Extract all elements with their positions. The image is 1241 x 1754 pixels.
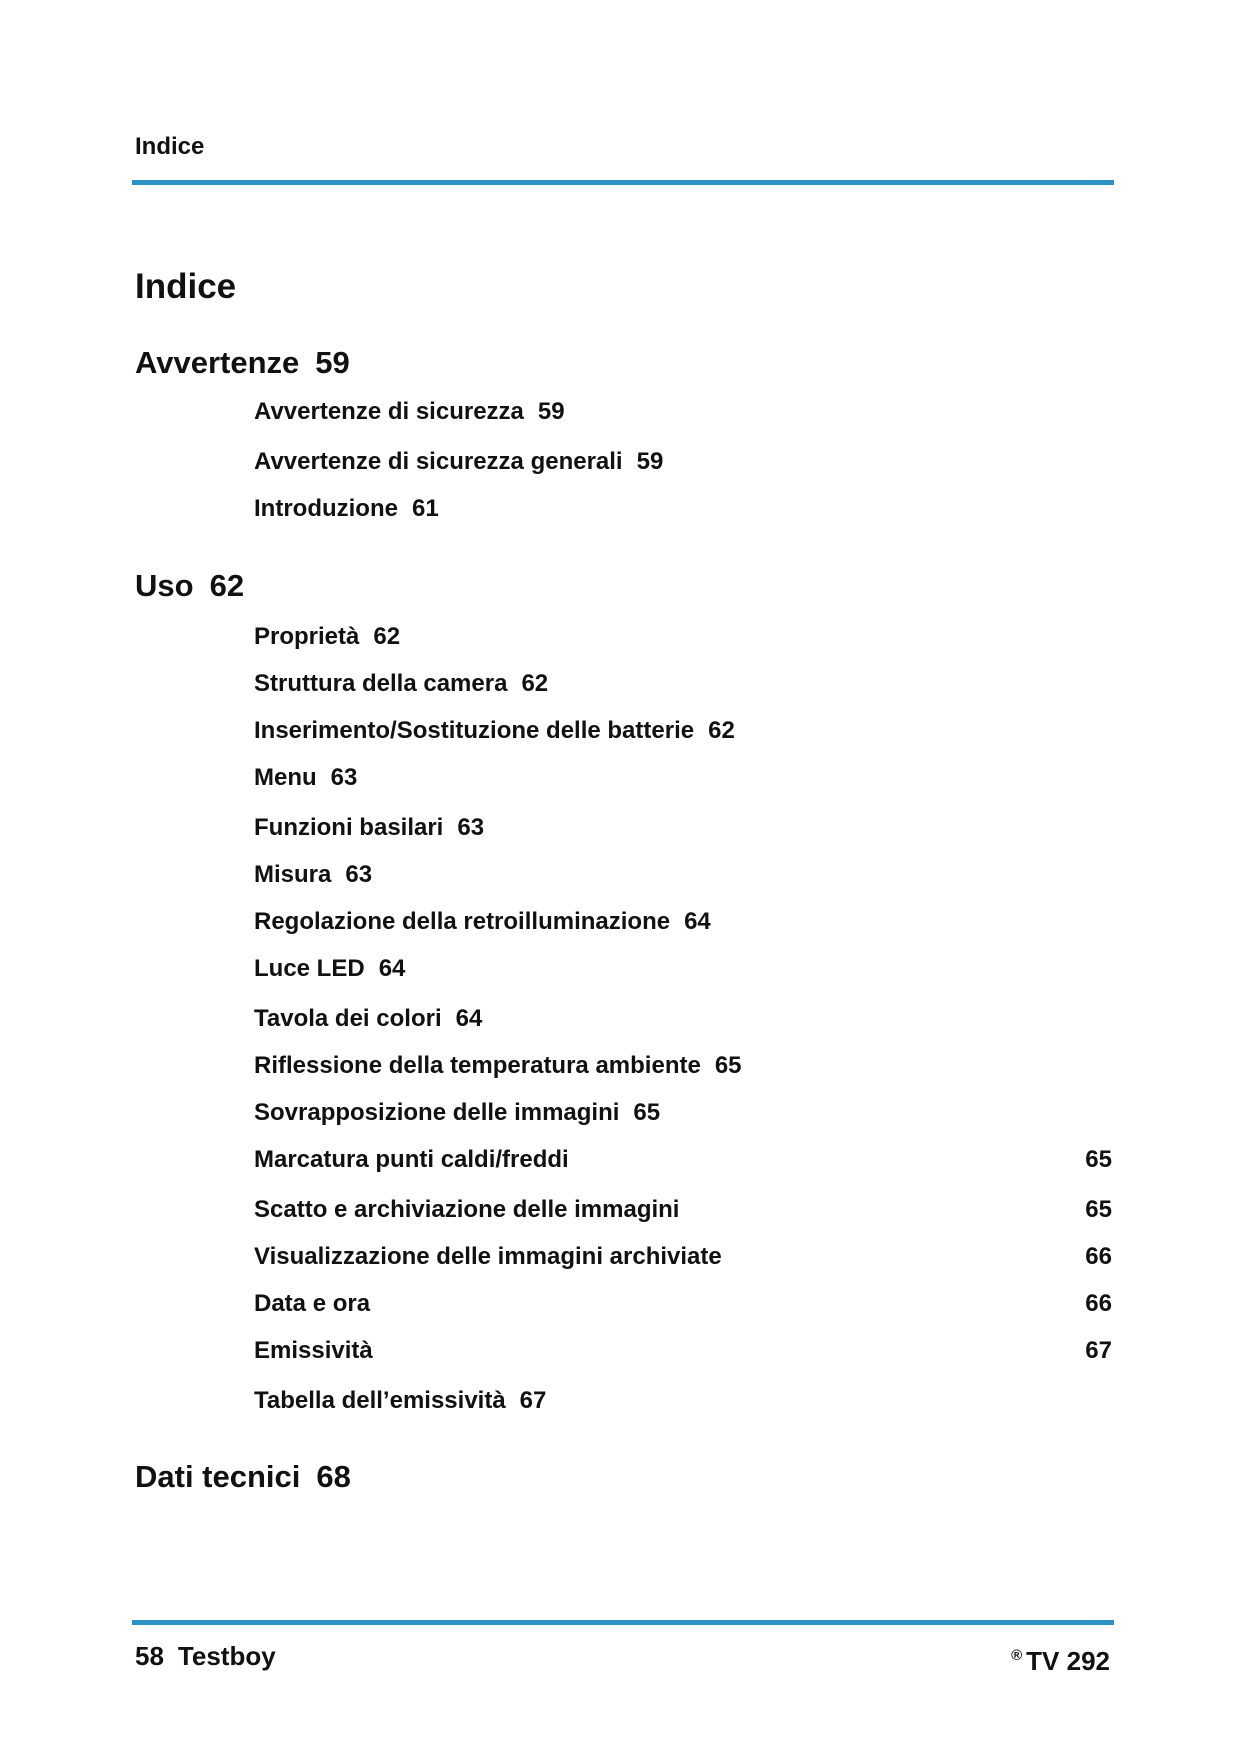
toc-section-title: Dati tecnici (135, 1459, 301, 1494)
toc-section-page: 68 (316, 1459, 351, 1494)
registered-mark: ® (1011, 1647, 1023, 1664)
toc-entry[interactable] (254, 1004, 482, 1034)
toc-entry-text: Avvertenze di sicurezza (254, 398, 524, 425)
toc-entry[interactable] (254, 494, 439, 524)
toc-section-title: Uso (135, 568, 194, 603)
toc-entry-page: 64 (455, 1005, 483, 1032)
toc-entry-text: Sovrapposizione delle immagini (254, 1099, 620, 1126)
toc-entry-page: 65 (1085, 1196, 1112, 1223)
toc-entry[interactable] (254, 669, 548, 699)
toc-entry[interactable] (254, 907, 711, 937)
toc-section-avvertenze[interactable] (135, 344, 350, 382)
toc-entry-text: Emissività (254, 1337, 373, 1364)
toc-entry-text: Regolazione della retroilluminazione (254, 908, 671, 935)
footer-product: TV 292 (1026, 1646, 1110, 1676)
toc-entry[interactable] (254, 1098, 660, 1128)
toc-entry-text: Tavola dei colori (254, 1005, 442, 1032)
toc-entry-page: 64 (378, 955, 406, 982)
toc-section-page: 62 (209, 568, 245, 603)
toc-entry-text: Introduzione (254, 495, 398, 522)
toc-entry-page: 65 (1085, 1146, 1112, 1173)
toc-section-dati-tecnici[interactable] (135, 1458, 351, 1496)
toc-entry-text: Marcatura punti caldi/freddi (254, 1146, 569, 1173)
toc-section-title: Avvertenze (135, 345, 300, 380)
toc-entry[interactable] (254, 1051, 742, 1081)
toc-entry[interactable] (254, 1289, 1112, 1319)
toc-entry-text: Funzioni basilari (254, 814, 444, 841)
toc-entry[interactable] (254, 860, 372, 890)
toc-entry[interactable] (254, 622, 400, 652)
toc-entry[interactable] (254, 1145, 1112, 1175)
toc-entry[interactable] (254, 1195, 1112, 1225)
toc-entry-page: 62 (708, 717, 735, 744)
toc-entry-page: 59 (636, 448, 664, 475)
footer-right (1011, 1640, 1110, 1677)
toc-entry-text: Struttura della camera (254, 670, 508, 697)
toc-entry-text: Misura (254, 861, 332, 888)
toc-entry[interactable] (254, 954, 405, 984)
toc-entry-page: 66 (1085, 1290, 1112, 1317)
running-header: Indice (135, 133, 205, 160)
footer-left (135, 1640, 276, 1672)
toc-entry-text: Menu (254, 764, 317, 791)
toc-entry-text: Visualizzazione delle immagini archiviate (254, 1243, 722, 1270)
page-title: Indice (135, 267, 237, 306)
header-divider (132, 180, 1114, 185)
toc-entry-text: Avvertenze di sicurezza generali (254, 448, 623, 475)
toc-entry[interactable] (254, 397, 565, 427)
toc-entry-page: 59 (537, 398, 565, 425)
toc-entry[interactable] (254, 763, 357, 793)
footer-brand: Testboy (177, 1641, 276, 1671)
toc-entry-page: 67 (519, 1387, 547, 1414)
toc-entry[interactable] (254, 1336, 1112, 1366)
toc-entry-text: Proprietà (254, 623, 360, 650)
toc-entry-text: Tabella dell’emissività (254, 1387, 506, 1414)
toc-entry-page: 63 (330, 764, 358, 791)
toc-entry-page: 62 (373, 623, 401, 650)
toc-entry-page: 65 (714, 1052, 742, 1079)
toc-entry-page: 62 (521, 670, 549, 697)
toc-entry-text: Riflessione della temperatura ambiente (254, 1052, 701, 1079)
footer-page-number: 58 (135, 1641, 164, 1671)
toc-entry-text: Inserimento/Sostituzione delle batterie (254, 717, 695, 744)
footer-divider (132, 1620, 1114, 1625)
toc-entry-page: 66 (1085, 1243, 1112, 1270)
toc-entry[interactable] (254, 1386, 546, 1416)
toc-entry[interactable] (254, 813, 484, 843)
toc-entry-page: 64 (684, 908, 711, 935)
toc-entry-text: Data e ora (254, 1290, 371, 1317)
toc-entry-page: 63 (457, 814, 485, 841)
toc-section-uso[interactable] (135, 567, 244, 605)
toc-entry-text: Scatto e archiviazione delle immagini (254, 1196, 680, 1223)
toc-entry-page: 67 (1085, 1337, 1112, 1364)
toc-entry-page: 61 (411, 495, 439, 522)
toc-entry-page: 65 (633, 1099, 661, 1126)
toc-entry-text: Luce LED (254, 955, 365, 982)
toc-section-page: 59 (315, 345, 350, 380)
toc-entry-page: 63 (345, 861, 373, 888)
toc-entry[interactable] (254, 447, 663, 477)
toc-entry[interactable] (254, 716, 735, 746)
toc-entry[interactable] (254, 1242, 1112, 1272)
